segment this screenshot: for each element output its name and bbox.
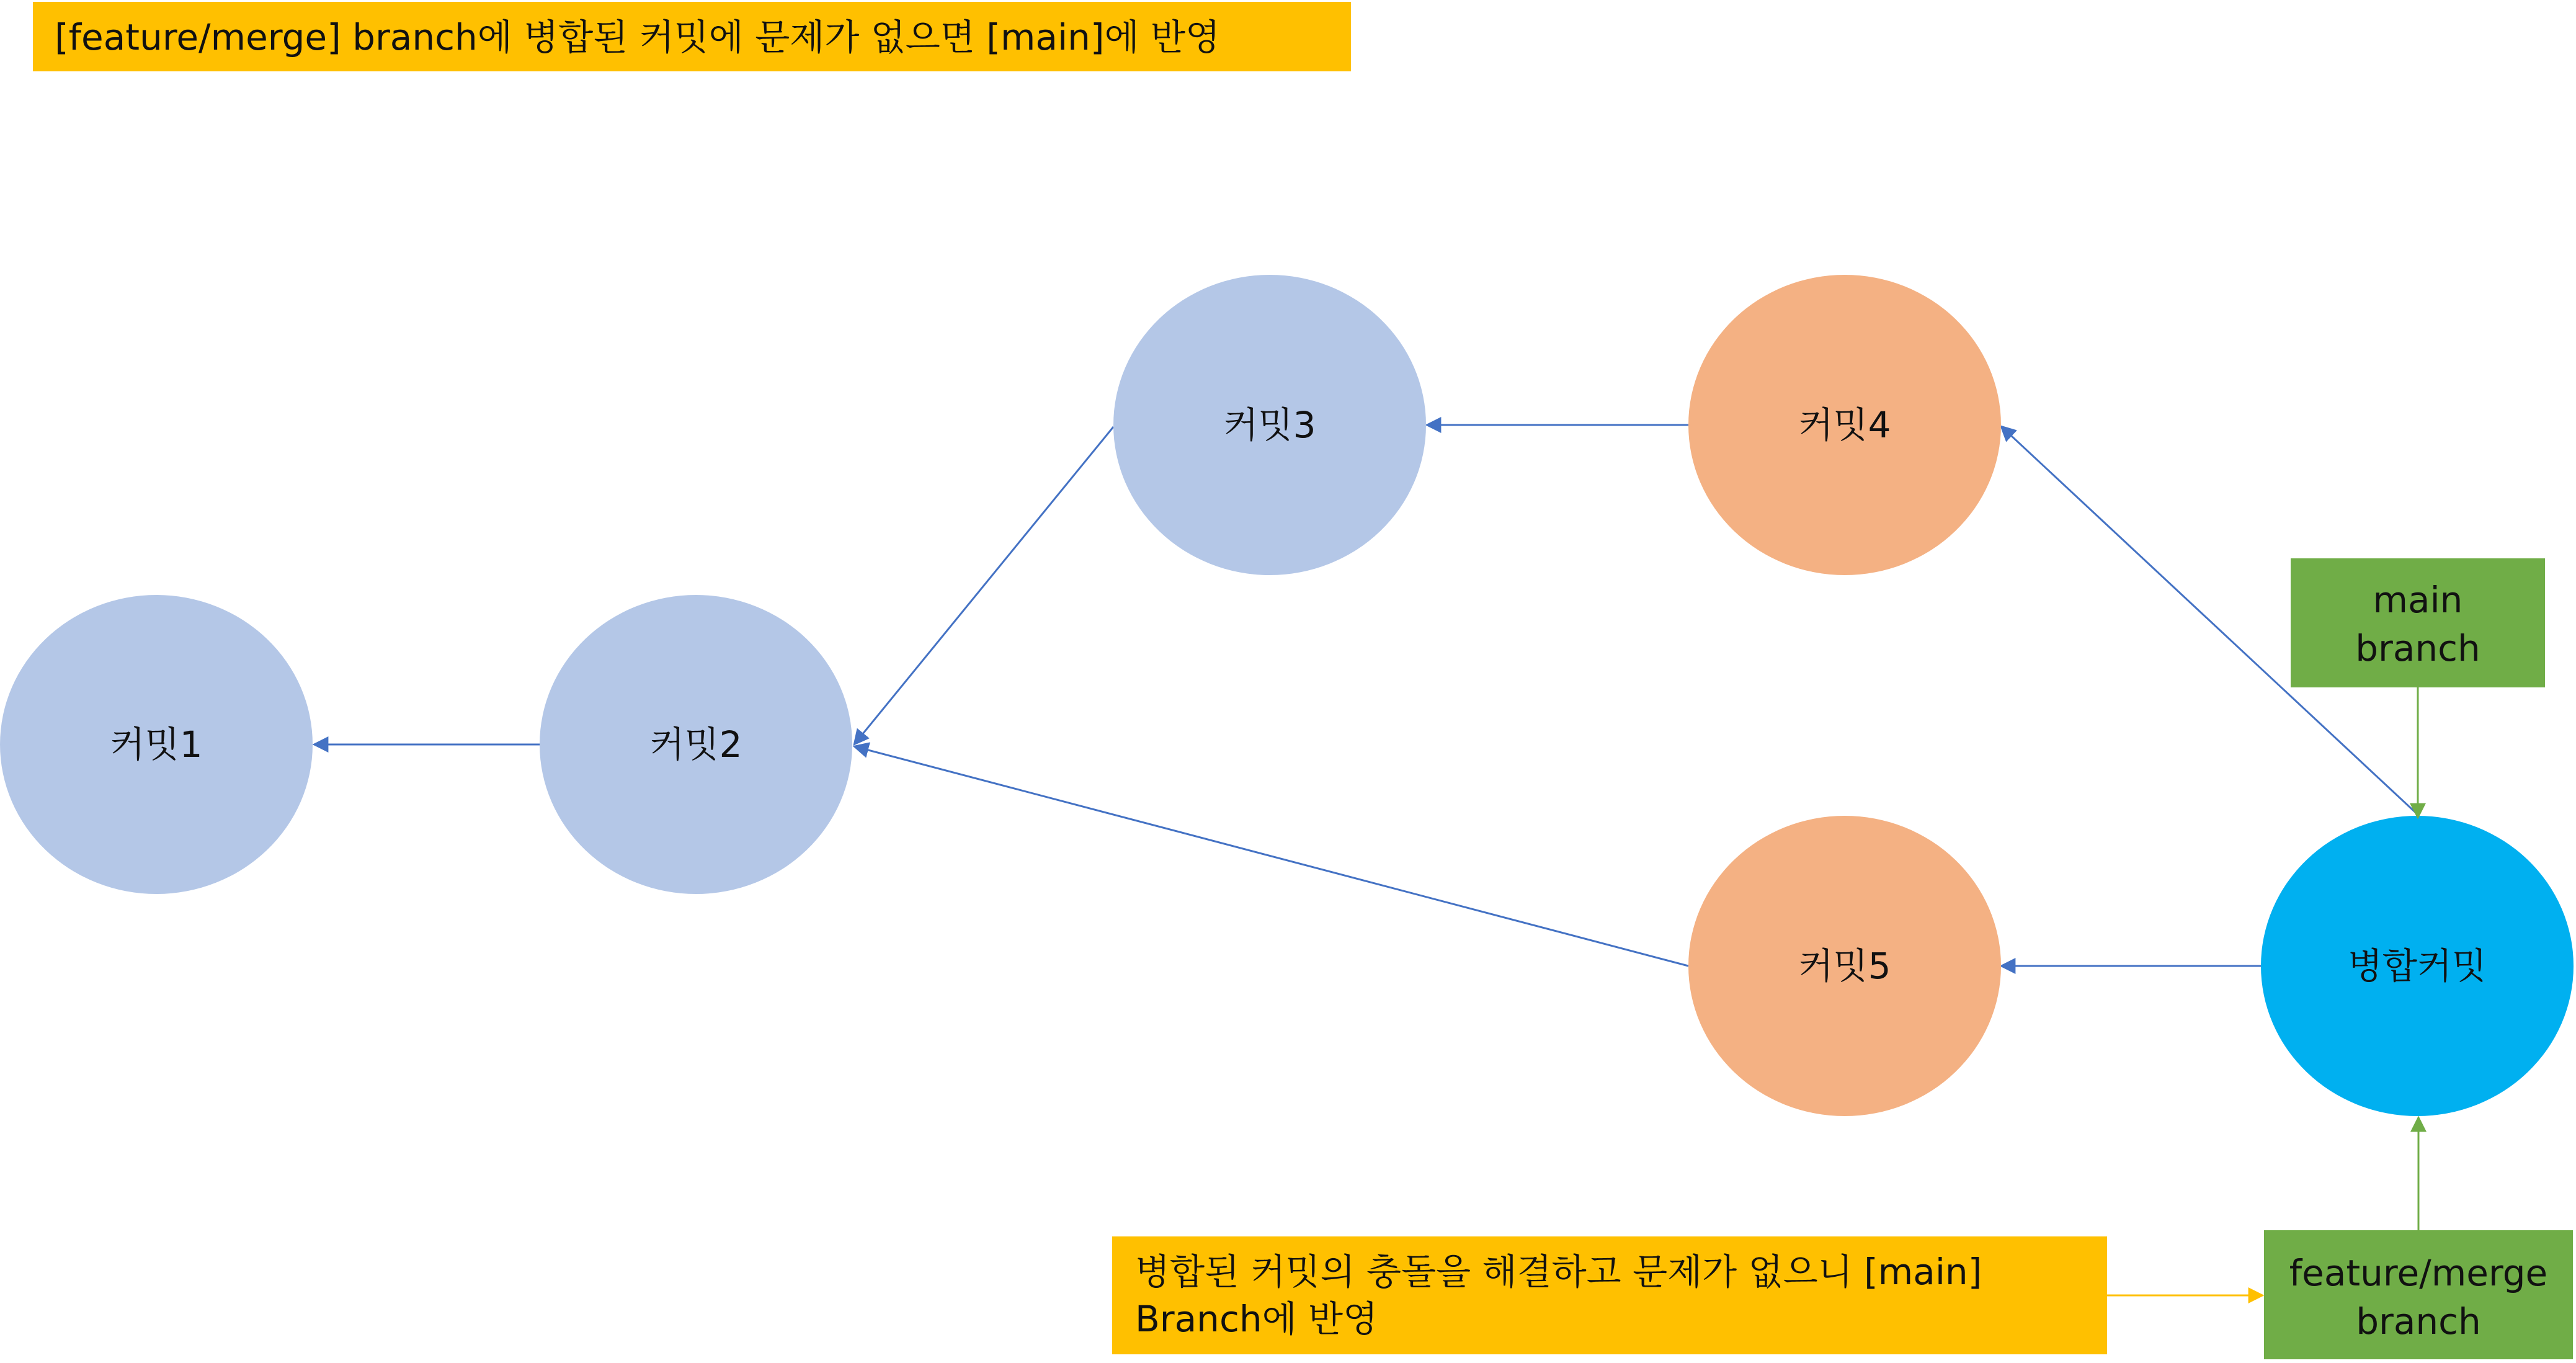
commit-2 xyxy=(540,595,852,894)
commit-5-label: 커밋5 xyxy=(1798,945,1891,987)
arrow-c3-to-c2 xyxy=(854,427,1113,744)
bottom-note xyxy=(1112,1236,2263,1354)
commit-1 xyxy=(0,595,313,894)
commit-3 xyxy=(1113,275,1426,575)
main-branch-line1: main xyxy=(2373,579,2463,621)
feature-branch-line2: branch xyxy=(2356,1300,2481,1343)
commit-4-label: 커밋4 xyxy=(1798,404,1891,446)
commit-4 xyxy=(1688,275,2001,575)
feature-branch-line1: feature/merge xyxy=(2289,1252,2548,1294)
arrow-c5-to-c2 xyxy=(854,746,1688,966)
commit-1-label: 커밋1 xyxy=(110,723,203,766)
merge-commit-label: 병합커밋 xyxy=(2347,945,2487,987)
bottom-note-line2: Branch에 반영 xyxy=(1135,1298,1378,1340)
top-note-text: [feature/merge] branch에 병합된 커밋에 문제가 없으면 [main]에 반영 xyxy=(55,16,1220,58)
merge-commit xyxy=(2261,816,2574,1116)
commit-3-label: 커밋3 xyxy=(1223,404,1316,446)
commit-2-label: 커밋2 xyxy=(649,723,742,766)
top-note xyxy=(33,2,1351,71)
main-branch xyxy=(2291,558,2545,818)
commit-5 xyxy=(1688,816,2001,1116)
main-branch-line2: branch xyxy=(2355,627,2480,669)
bottom-note-line1: 병합된 커밋의 충돌을 해결하고 문제가 없으니 [main] xyxy=(1135,1251,1982,1293)
feature-merge-branch xyxy=(2264,1117,2573,1359)
